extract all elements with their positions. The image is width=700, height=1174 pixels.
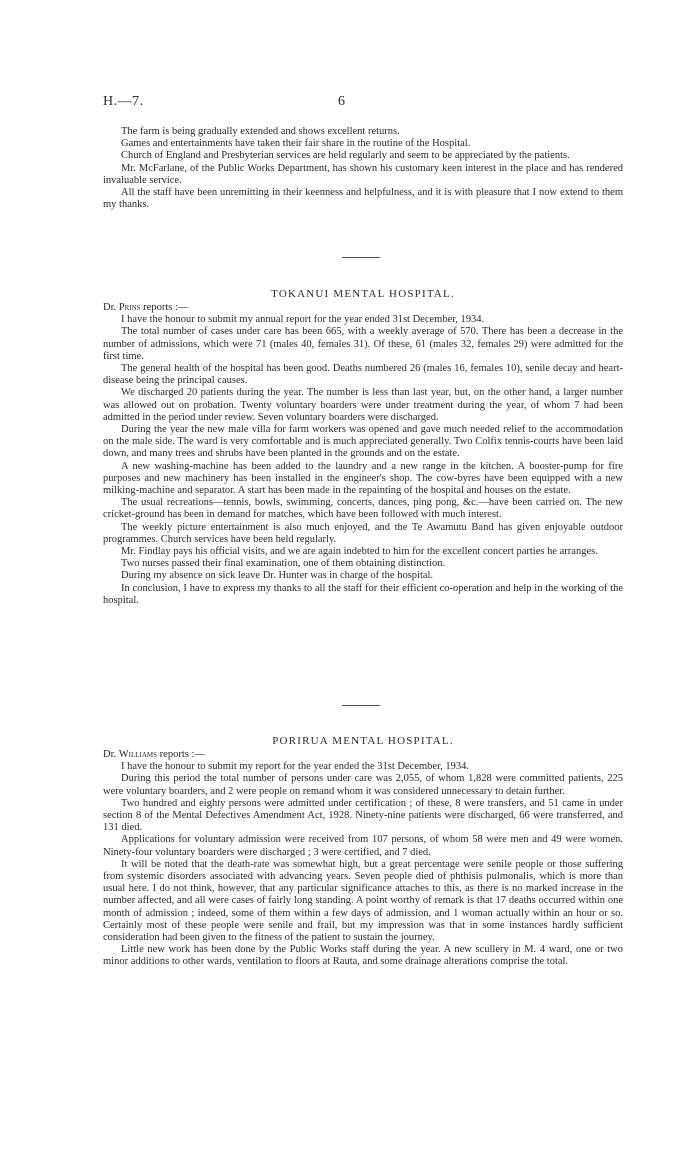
- reporter-prefix: Dr.: [103, 749, 117, 760]
- reporter-suffix: reports :—: [159, 749, 205, 760]
- paragraph: Two nurses passed their final examination, one of them obtaining distinction.: [121, 558, 446, 570]
- paragraph: During this period the total number of persons under care was 2,055, of whom 1,828 were committed patients, 225 were voluntary boarders, and 2 were people on remand whom it was considered unnecessary to detain further.: [103, 773, 623, 797]
- paragraph: During my absence on sick leave Dr. Hunter was in charge of the hospital.: [121, 570, 434, 582]
- tokanui-section: [103, 302, 623, 607]
- paragraph: During the year the new male villa for farm workers was opened and gave much needed relief to the accommodation on the male side. The ward is very comfortable and is much appreciated generally. Two Colfix tennis-courts have been laid down, and many trees and shrubs have been planted in the grounds and on the estate.: [103, 424, 623, 460]
- paragraph: Games and entertainments have taken their fair share in the routine of the Hospital.: [121, 138, 471, 150]
- paragraph: All the staff have been unremitting in their keenness and helpfulness, and it is with pleasure that I now extend to them my thanks.: [103, 187, 623, 211]
- paragraph: The usual recreations—tennis, bowls, swimming, concerts, dances, ping pong, &c.—have been carried on. The new cricket-ground has been in demand for matches, which have been followed with much interest.: [103, 497, 623, 521]
- reporter-line: [103, 302, 623, 314]
- porirua-title: PORIRUA MENTAL HOSPITAL.: [272, 735, 454, 747]
- section-divider: [342, 257, 380, 258]
- page-number: 6: [338, 94, 345, 109]
- paragraph: It will be noted that the death-rate was somewhat high, but a great percentage were senile people or those suffering from systemic disorders associated with advancing years. Seven people died of phthisis pulmonalis, which is more than usual here. I do not think, however, that any particular significance attaches to this, as there is no marked increase in the number affected, and all were cases of fairly long standing. A point worthy of remark is that 17 deaths occurred within one month of admission ; indeed, some of them within a few days of admission, and 1 woman actually within an hour or so. Certainly most of these people were senile and frail, but my impression was that in some instances hardly sufficient consideration had been given to the fitness of the patient to sustain the journey.: [103, 858, 623, 944]
- paragraph: A new washing-machine has been added to the laundry and a new range in the kitchen. A booster-pump for fire purposes and new machinery has been installed in the engineer's shop. The cow-byres have been equipped with a new milking-machine and separator. A start has been made in the repainting of the hospital and houses on the estate.: [103, 460, 623, 497]
- paragraph: The general health of the hospital has been good. Deaths numbered 26 (males 16, females 10), senile decay and heart-disease being the principal causes.: [103, 363, 623, 387]
- paragraph: Two hundred and eighty persons were admitted under certification ; of these, 8 were transfers, and 51 came in under section 8 of the Mental Defectives Amendment Act, 1928. Ninety-nine patients were discharged, 66 were transferred, and 131 died.: [103, 797, 623, 834]
- paragraph: Mr. McFarlane, of the Public Works Department, has shown his customary keen interest in the place and has rendered invaluable service.: [103, 162, 623, 186]
- paragraph: Church of England and Presbyterian services are held regularly and seem to be appreciated by the patients.: [121, 150, 570, 162]
- paragraph: The weekly picture entertainment is also much enjoyed, and the Te Awamutu Band has given enjoyable outdoor programmes. Church services have been held regularly.: [103, 521, 623, 545]
- tokanui-title: TOKANUI MENTAL HOSPITAL.: [271, 288, 455, 300]
- reporter-prefix: Dr.: [103, 302, 117, 313]
- paragraph: I have the honour to submit my annual report for the year ended 31st December, 1934.: [121, 314, 485, 326]
- paragraph: We discharged 20 patients during the year. The number is less than last year, but, on the other hand, a larger number was allowed out on probation. Twenty voluntary boarders were under treatment during the year, of whom 7 had been admitted in the period under review. Seven voluntary boarders were discharged.: [103, 387, 623, 423]
- reporter-name: Prins: [118, 302, 141, 313]
- reporter-name: Williams: [118, 749, 158, 760]
- paragraph: In conclusion, I have to express my thanks to all the staff for their efficient co-operation and help in the working of the hospital.: [103, 582, 623, 606]
- section-divider: [342, 705, 380, 706]
- paragraph: The total number of cases under care has been 665, with a weekly average of 570. There has been a decrease in the number of admissions, which were 71 (males 40, females 31). Of these, 61 (males 32, females 29) were admitted for the first time.: [103, 326, 623, 362]
- paragraph: Little new work has been done by the Public Works staff during the year. A new scullery in M. 4 ward, one or two minor additions to other wards, ventilation to floors at Rauta, and some drainage alterations comprise the total.: [103, 944, 623, 968]
- reporter-line: [103, 749, 623, 761]
- intro-section: [103, 126, 623, 211]
- reporter-suffix: reports :—: [143, 302, 189, 313]
- paragraph: Applications for voluntary admission were received from 107 persons, of whom 58 were men and 49 were women. Ninety-four voluntary boarders were discharged ; 3 were certified, and 7 died.: [103, 834, 623, 858]
- paragraph: The farm is being gradually extended and shows excellent returns.: [121, 126, 400, 137]
- porirua-section: [103, 749, 623, 969]
- page-reference: H.—7.: [103, 94, 144, 109]
- paragraph: Mr. Findlay pays his official visits, and we are again indebted to him for the excellent concert parties he arranges.: [121, 546, 598, 558]
- paragraph: I have the honour to submit my report for the year ended the 31st December, 1934.: [121, 761, 470, 773]
